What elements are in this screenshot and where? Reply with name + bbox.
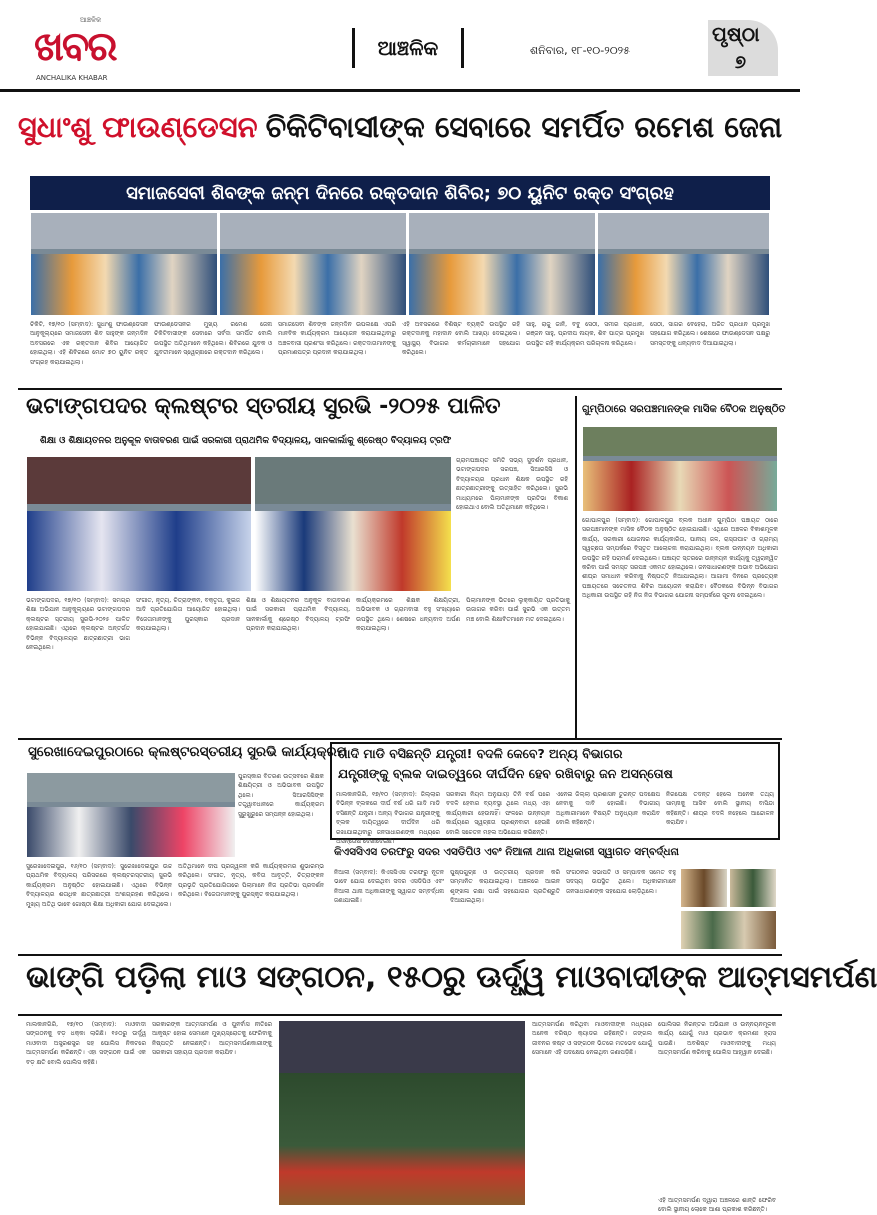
lead-photo-1 <box>30 212 218 316</box>
engineer-col-3: ଏନେଇ ଜିଲ୍ଲା ପ୍ରଶାସନ ତୁରନ୍ତ ପଦକ୍ଷେପ ନେବାକୁ ଦାବି ହୋଇଛି। ବିଭାଗୀୟ ଅଧିକାରୀମାନେ ବିଷୟଟି ଅନୁଧ୍ୟାନ କରାଯିବ ବୋଲି କହିଛନ୍ତି। <box>556 791 660 827</box>
kscs-photo-1 <box>680 868 728 908</box>
sidebar-photo <box>582 426 778 512</box>
maoist-col-1: ମାଲକାନଗିରି, ୧୭/୧୦ (ସମ୍ବାଦ): ମାଓବାଦୀ ସଙ୍ଗଠନକୁ ବଡ଼ ଧକ୍କା ଲାଗିଛି। ୧୫୦ରୁ ଊର୍ଦ୍ଧ୍ୱ ମାଓବାଦୀ ଅସ୍ତ୍ରଶସ୍ତ୍ର ସହ ପୋଲିସ ନିକଟରେ ଆତ୍ମସମର୍ପଣ କରିଛନ୍ତି। ଏହା ସଙ୍ଗଠନ ପାଇଁ ଏକ ବଡ଼ କ୍ଷତି ବୋଲି ପୋଲିସ କହିଛି। <box>26 1021 146 1066</box>
surabhi-col-4: କାର୍ଯ୍ୟକ୍ରମରେ ଶିକ୍ଷକ ଶିକ୍ଷୟିତ୍ରୀ, ଅଭିଭାବକ ଓ ଗ୍ରାମବାସୀ ବହୁ ସଂଖ୍ୟାରେ ଉପସ୍ଥିତ ଥିଲେ। ଶେଷରେ ଧନ୍ୟବାଦ ଅର୍ପଣ କରାଯାଇଥିଲା। <box>356 597 460 633</box>
page-label: ପୃଷ୍ଠା <box>712 22 760 46</box>
kscs-headline: କିଏସସିଏସ ତରଫରୁ ସଦର ଏସଡିପିଓ ଏବଂ ନିଆଳୀ ଥାନା ଅଧିକାରୀ ସ୍ୱାଗତ ସମ୍ବର୍ଦ୍ଧନା <box>334 846 679 858</box>
lead-photo-2 <box>219 212 407 316</box>
lead-col-1: ଚିକିଟି, ୧୭/୧୦ (ସମ୍ବାଦ): ସୁଧାଂଶୁ ଫାଉଣ୍ଡେସନ ଆନୁକୂଲ୍ୟରେ ସମାଜସେବୀ ଶିବ ସାହୁଙ୍କ ଜନ୍ମଦିନ ଅବସରରେ ଏକ ରକ୍ତଦାନ ଶିବିର ଆୟୋଜିତ ହୋଇଥିଲା। ଏହି ଶିବିରରେ ମୋଟ ୭୦ ୟୁନିଟ ରକ୍ତ ସଂଗ୍ରହ କରାଯାଇଥିଲା। <box>30 321 148 366</box>
maoist-headline: ଭାଙ୍ଗି ପଡ଼ିଲା ମାଓ ସଙ୍ଗଠନ, ୧୫୦ରୁ ଊର୍ଦ୍ଧ୍ୱ ମାଓବାଦୀଙ୍କ ଆତ୍ମସମର୍ପଣ <box>26 960 877 995</box>
page-number: ୭ <box>735 52 747 73</box>
lead-col-4: ଏହି ଅବସରରେ ବିଶିଷ୍ଟ ବ୍ୟକ୍ତି ଉପସ୍ଥିତ ରହି ରକ୍ତଦାନକୁ ମହାଦାନ ବୋଲି ଆଖ୍ୟା ଦେଇଥିଲେ। ସ୍ୱାସ୍ଥ୍ୟ ବିଭାଗର କର୍ମଚାରୀମାନେ ସହଯୋଗ କରିଥିଲେ। <box>402 321 520 357</box>
surabhi-right-text: ଗ୍ରାମପଞ୍ଚାୟତ ସମିତି ସଭ୍ୟ ସୁଦର୍ଶନ ପ୍ରଧାନ, ଭଟାଙ୍ଗପଦର ସରପଞ୍ଚ, ସିଆରସିସି ଓ ବିଦ୍ୟାଳୟର ପ୍ରଧାନ ଶିକ୍ଷକ ଉପସ୍ଥିତ ରହି ଛାତ୍ରଛାତ୍ରୀଙ୍କୁ ଉତ୍ସାହିତ କରିଥିଲେ। ସୁରଭି ମାଧ୍ୟମରେ ପିଲାମାନଙ୍କ ପ୍ରତିଭା ବିକାଶ ହୋଇଥାଏ ବୋଲି ଅତିଥିମାନେ କହିଥିଲେ। <box>456 457 568 512</box>
surabhi-headline: ଭଟାଙ୍ଗପଦର କ୍ଲଷ୍ଟର ସ୍ତରୀୟ ସୁରଭି -୨୦୨୫ ପାଳିତ <box>26 394 501 419</box>
surekha-photo <box>26 772 236 858</box>
lead-headline-rest: ଚିକିଟିବାସୀଙ୍କ ସେବାରେ ସମର୍ପିତ ରମେଶ ଜେନା <box>265 109 783 144</box>
maoist-col-4: ପୋଲିସର ନିରନ୍ତର ଅଭିଯାନ ଓ ଉନ୍ନୟନମୂଳକ କାର୍ଯ୍ୟ ଯୋଗୁଁ ମାଓ ପ୍ରଭାବ କ୍ରମଶଃ ହ୍ରାସ ପାଉଛି। ଅବଶିଷ୍ଟ ମାଓବାଦୀଙ୍କୁ ମଧ୍ୟ ଆତ୍ମସମର୍ପଣ କରିବାକୁ ପୋଲିସ ଆହ୍ୱାନ ଦେଇଛି। <box>658 1021 776 1057</box>
surekha-col-1: ସୁରେଖାଦେଇପୁର, ୧୬/୧୦ (ସମ୍ବାଦ): ସୁରେଖାଦେଇପୁର ଉଚ୍ଚ ପ୍ରାଥମିକ ବିଦ୍ୟାଳୟ ପରିସରରେ କ୍ଲଷ୍ଟରସ୍ତରୀୟ ସୁରଭି କାର୍ଯ୍ୟକ୍ରମ ଅନୁଷ୍ଠିତ ହୋଇଯାଇଛି। ଏଥିରେ ବିଭିନ୍ନ ବିଦ୍ୟାଳୟର ଶତାଧିକ ଛାତ୍ରଛାତ୍ରୀ ଅଂଶଗ୍ରହଣ କରିଥିଲେ। ମୁଖ୍ୟ ଅତିଥି ଭାବେ ଗୋଷ୍ଠୀ ଶିକ୍ଷା ଅଧିକାରୀ ଯୋଗ ଦେଇଥିଲେ। <box>26 863 172 908</box>
engineer-headline-1: ଗାଦି ମାଡି ବସିଛନ୍ତି ଯନ୍ତ୍ରୀ! ବଦଳି କେବେ? ଅନ୍ୟ ବିଭାଗର <box>338 746 623 761</box>
maoist-col-3: ଆତ୍ମସମର୍ପଣ କରିଥିବା ମାଓବାଦୀଙ୍କ ମଧ୍ୟରେ ଅନେକ ବରିଷ୍ଠ କ୍ୟାଡର ରହିଛନ୍ତି। ଜଙ୍ଗଲ ଜୀବନର କଷ୍ଟ ଓ ସଙ୍ଗଠନ ଭିତରେ ମତଭେଦ ଯୋଗୁଁ ସେମାନେ ଏହି ପଦକ୍ଷେପ ନେଇଥିବା ଜଣାପଡ଼ିଛି। <box>532 1021 652 1057</box>
sidebar-body: ଗୋପାଳପୁର (ସମ୍ବାଦ): ଗୋପାଳପୁର ବ୍ଲକ ଅଧୀନ ଗୁମ୍ପିଠା ପଞ୍ଚାୟତ ଠାରେ ସରପଞ୍ଚମାନଙ୍କ ମାସିକ ବୈଠକ ଅନୁଷ୍ଠିତ ହୋଇଯାଇଛି। ଏଥିରେ ଅଞ୍ଚଳର ବିକାଶମୂଳକ କାର୍ଯ୍ୟ, ସରକାରୀ ଯୋଜନାର କାର୍ଯ୍ୟକାରିତା, ପାନୀୟ ଜଳ, ରାସ୍ତାଘାଟ ଓ ଗ୍ରାମ୍ୟ ସ୍ୱଚ୍ଛତା ସମ୍ପର୍କରେ ବିସ୍ତୃତ ଆଲୋଚନା କରାଯାଇଥିଲା। ବ୍ଲକ ଉନ୍ନୟନ ଅଧିକାରୀ ଉପସ୍ଥିତ ରହି ପରାମର୍ଶ ଦେଇଥିଲେ। ପଞ୍ଚାୟତ ସ୍ତରରେ ଉନ୍ନୟନ କାର୍ଯ୍ୟକୁ ତ୍ୱରାନ୍ୱିତ କରିବା ପାଇଁ ସମସ୍ତ ସରପଞ୍ଚ ଏକମତ ହୋଇଥିଲେ। ଜନସାଧାରଣଙ୍କ ଅଭାବ ଅଭିଯୋଗ ଶୀଘ୍ର ସମାଧାନ କରିବାକୁ ନିଷ୍ପତ୍ତି ନିଆଯାଇଥିଲା। ଆଗାମୀ ଦିନରେ ପ୍ରତ୍ୟେକ ପଞ୍ଚାୟତରେ ସଚେତନତା ଶିବିର ଆୟୋଜନ କରାଯିବ। ବୈଠକରେ ବିଭିନ୍ନ ବିଭାଗର ଅଧିକାରୀ ଉପସ୍ଥିତ ରହି ନିଜ ନିଜ ବିଭାଗର ଯୋଜନା ସମ୍ପର୍କରେ ସୂଚନା ଦେଇଥିଲେ। <box>582 517 778 600</box>
sidebar-rule <box>575 396 577 738</box>
kscs-col-2: ପୁଷ୍ପଗୁଚ୍ଛ ଓ ଉତ୍ତରୀୟ ପ୍ରଦାନ କରି ସମ୍ମାନିତ କରାଯାଇଥିଲା। ଅଞ୍ଚଳରେ ଆଇନ ଶୃଙ୍ଖଳା ରକ୍ଷା ପାଇଁ ସହଯୋଗର ପ୍ରତିଶ୍ରୁତି ଦିଆଯାଇଥିଲା। <box>450 869 560 905</box>
lead-subheadline: ସମାଜସେବୀ ଶିବଙ୍କ ଜନ୍ମ ଦିନରେ ରକ୍ତଦାନ ଶିବିର; ୭୦ ୟୁନିଟ ରକ୍ତ ସଂଗ୍ରହ <box>30 176 770 210</box>
kscs-col-3: ସଂଗଠନର ସଭାପତି ଓ ସମ୍ପାଦକ ସମେତ ବହୁ ସଦସ୍ୟ ଉପସ୍ଥିତ ଥିଲେ। ଅଧିକାରୀମାନେ ଜନସାଧାରଣଙ୍କ ସହଯୋଗ ଲୋଡ଼ିଥିଲେ। <box>566 869 676 895</box>
kscs-photo-2 <box>729 868 777 908</box>
divider <box>18 1014 782 1016</box>
surekha-side-text: ପୁରସ୍କାର ବିତରଣ ଉତ୍ସବରେ ଶିକ୍ଷକ ଶିକ୍ଷୟିତ୍ରୀ ଓ ଅଭିଭାବକ ଉପସ୍ଥିତ ଥିଲେ। ସିଆରସିସିଙ୍କ ତତ୍ତ୍ୱାବଧାନରେ କାର୍ଯ୍ୟକ୍ରମ ସୁରୁଖୁରୁରେ ସମ୍ପନ୍ନ ହୋଇଥିଲା। <box>238 773 324 818</box>
lead-headline-red: ସୁଧାଂଶୁ ଫାଉଣ୍ଡେସନ <box>17 109 258 144</box>
kscs-col-1: ନିଆଳୀ (ସମ୍ବାଦ): କିଏସସିଏସ ତରଫରୁ ନୂତନ ଭାବେ ଯୋଗ ଦେଇଥିବା ସଦର ଏସଡିପିଓ ଏବଂ ନିଆଳୀ ଥାନା ଅଧିକାରୀଙ୍କୁ ସ୍ୱାଗତ ସମ୍ବର୍ଦ୍ଧନା ଜଣାଯାଇଛି। <box>334 869 444 905</box>
maoist-photo <box>278 1020 526 1206</box>
lead-col-6: ସେଠୀ, ସାଗର ବେହେରା, ଅଜିତ ପ୍ରଧାନ ପ୍ରମୁଖ ସହଯୋଗ କରିଥିଲେ। ଶେଷରେ ଫାଉଣ୍ଡେସନ ପକ୍ଷରୁ ସମସ୍ତଙ୍କୁ ଧନ୍ୟବାଦ ଦିଆଯାଇଥିଲା। <box>650 321 770 347</box>
divider <box>18 388 782 390</box>
lead-photo-4 <box>597 212 770 316</box>
divider <box>18 954 782 956</box>
engineer-col-1: ମାଲକାନଗିରି, ୧୭/୧୦ (ସମ୍ବାଦ): ଜିଲ୍ଲାର ବିଭିନ୍ନ ବ୍ଲକରେ ଦୀର୍ଘ ବର୍ଷ ଧରି ଗାଦି ମାଡି ବସିଛନ୍ତି ଯନ୍ତ୍ରୀ। ଅନ୍ୟ ବିଭାଗର ଯନ୍ତ୍ରୀଙ୍କୁ ବ୍ଲକ ଦାୟିତ୍ୱରେ ଦୀର୍ଘଦିନ ଧରି ରଖାଯାଇଥିବାରୁ ଜନସାଧାରଣଙ୍କ ମଧ୍ୟରେ ଅସନ୍ତୋଷ ଦେଖାଦେଇଛି। <box>336 791 440 846</box>
lead-col-3: ସମାଜସେବୀ ଶିବଙ୍କ ଜନ୍ମଦିନ ଉପଲକ୍ଷେ ଏପରି ମାନବିକ କାର୍ଯ୍ୟକ୍ରମ ଆୟୋଜନ କରାଯାଇଥିବାରୁ ଅଞ୍ଚଳବାସୀ ପ୍ରଶଂସା କରିଥିଲେ। ରକ୍ତଦାତାମାନଙ୍କୁ ପ୍ରମାଣପତ୍ର ପ୍ରଦାନ କରାଯାଇଥିଲା। <box>278 321 396 357</box>
issue-date: ଶନିବାର, ୧୮-୧୦-୨୦୨୫ <box>530 44 630 57</box>
lead-col-5: ସାହୁ, ରାଜୁ ଜାନି, ବବୁ ସେଠୀ, ସମୀର ପ୍ରଧାନ, ରଞ୍ଜନ ସାହୁ, ପ୍ରଦୀପ ନାୟକ, ଶିବ ପାତ୍ର ପ୍ରମୁଖ ଉପସ୍ଥିତ ରହି କାର୍ଯ୍ୟକ୍ରମ ପରିଚାଳନା କରିଥିଲେ। <box>526 321 644 347</box>
lead-col-2: ଫାଉଣ୍ଡେସନର ମୁଖ୍ୟ ରମେଶ ଜେନା ଚିକିଟିବାସୀଙ୍କ ସେବାରେ ସର୍ବଦା ସମର୍ପିତ ବୋଲି ଉପସ୍ଥିତ ଅତିଥିମାନେ କହିଥିଲେ। ଶିବିରରେ ଯୁବକ ଓ ଯୁବତୀମାନେ ସ୍ୱେଚ୍ଛାରେ ରକ୍ତଦାନ କରିଥିଲେ। <box>154 321 272 357</box>
lead-headline <box>17 100 783 154</box>
sidebar-headline: ଗୁମ୍ପିଠାରେ ସରପଞ୍ଚମାନଙ୍କ ମାସିକ ବୈଠକ ଅନୁଷ୍ଠିତ <box>582 404 786 415</box>
surekha-headline: ସୁରେଖାଦେଇପୁରଠାରେ କ୍ଲଷ୍ଟରସ୍ତରୀୟ ସୁରଭି କାର୍ଯ୍ୟକ୍ରମ <box>28 744 347 760</box>
maoist-col-5: ଏହି ଆତ୍ମସମର୍ପଣ ଦ୍ୱାରା ଅଞ୍ଚଳରେ ଶାନ୍ତି ଫେରିବ ବୋଲି ସ୍ଥାନୀୟ ଲୋକେ ଆଶା ପ୍ରକାଶ କରିଛନ୍ତି। <box>658 1197 776 1214</box>
divider <box>18 738 782 740</box>
surabhi-col-5: ପିଲାମାନଙ୍କ ଭିତରେ ଲୁକ୍କାୟିତ ପ୍ରତିଭାକୁ ଉଜାଗର କରିବା ପାଇଁ ସୁରଭି ଏକ ଉତ୍ତମ ମଞ୍ଚ ବୋଲି ଶିକ୍ଷାବିତମାନେ ମତ ଦେଇଥିଲେ। <box>466 597 570 623</box>
engineer-col-2: ସରକାରୀ ନିୟମ ଅନୁଯାୟୀ ତିନି ବର୍ଷ ପରେ ବଦଳି ହେବାର ବ୍ୟବସ୍ଥା ଥିଲେ ମଧ୍ୟ ଏହା କାର୍ଯ୍ୟକାରୀ ହେଉନାହିଁ। ଫଳରେ ଉନ୍ନୟନ କାର୍ଯ୍ୟରେ ସ୍ୱଚ୍ଛତା ପ୍ରଶ୍ନବାଚୀ ହେଉଛି ବୋଲି ସଚେତନ ମହଲ ଅଭିଯୋଗ କରିଛନ୍ତି। <box>446 791 550 836</box>
engineer-headline-2: ଯନ୍ତ୍ରୀଙ୍କୁ ବ୍ଲକ ଦାଇତ୍ୱରେ ଦୀର୍ଘଦିନ ହେବ ରଖିବାରୁ ଜନ ଅସନ୍ତୋଷ <box>338 766 673 781</box>
surabhi-photo-2 <box>254 456 452 592</box>
logo-text: ଖବର <box>34 24 116 70</box>
section-label: ଆଞ୍ଚଳିକ <box>352 28 464 68</box>
logo-tagline: ଆଞ୍ଚଳିକ <box>80 16 102 24</box>
engineer-col-4: ନିରପେକ୍ଷ ତଦନ୍ତ ହେଲେ ଅନେକ ତଥ୍ୟ ସାମ୍ନାକୁ ଆସିବ ବୋଲି ସ୍ଥାନୀୟ ବାସିନ୍ଦା କହିଛନ୍ତି। ଶୀଘ୍ର ବଦଳି ନହେଲେ ଆନ୍ଦୋଳନ କରାଯିବ। <box>666 791 774 827</box>
lead-photo-3 <box>408 212 596 316</box>
kscs-photo-3 <box>680 910 777 950</box>
surekha-col-2: ଅତିଥିମାନେ ଦୀପ ପ୍ରଜ୍ୱଳନ କରି କାର୍ଯ୍ୟକ୍ରମର ଶୁଭାରମ୍ଭ କରିଥିଲେ। ସଂଗୀତ, ନୃତ୍ୟ, କବିତା ଆବୃତ୍ତି, ଚିତ୍ରାଙ୍କନ ପ୍ରଭୃତି ପ୍ରତିଯୋଗିତାରେ ପିଲାମାନେ ନିଜ ପ୍ରତିଭା ପ୍ରଦର୍ଶନ କରିଥିଲେ। ବିଜେତାମାନଙ୍କୁ ପୁରସ୍କୃତ କରାଯାଇଥିଲା। <box>178 863 324 899</box>
maoist-col-2: ସରକାରଙ୍କ ଆତ୍ମସମର୍ପଣ ଓ ପୁନର୍ବାସ ନୀତିରେ ଆକୃଷ୍ଟ ହୋଇ ସେମାନେ ମୁଖ୍ୟସ୍ରୋତକୁ ଫେରିବାକୁ ନିଷ୍ପତ୍ତି ନେଇଛନ୍ତି। ଆତ୍ମସମର୍ପଣକାରୀଙ୍କୁ ସରକାରୀ ସହାୟତା ପ୍ରଦାନ କରାଯିବ। <box>152 1021 272 1057</box>
surabhi-subheadline: ଶିକ୍ଷା ଓ ଶିକ୍ଷାୟତନର ଅନୁକୂଳ ବାତାବରଣ ପାଇଁ ସରକାରୀ ପ୍ରାଥମିକ ବିଦ୍ୟାଳୟ, ସାନକାର୍ଲାକୁ ଶ୍ରେଷ୍ଠ ବିଦ୍ୟାଳୟ ଟ୍ରଫି <box>40 436 452 446</box>
surabhi-photo-1 <box>26 456 252 592</box>
surabhi-col-1: ଭଟାଙ୍ଗପଦର, ୧୭/୧୦ (ସମ୍ବାଦ): ସମଗ୍ର ଶିକ୍ଷା ଅଭିଯାନ ଆନୁକୂଲ୍ୟରେ ଭଟାଙ୍ଗପଦର କ୍ଲଷ୍ଟର ସ୍ତରୀୟ ସୁରଭି-୨୦୨୫ ପାଳିତ ହୋଇଯାଇଛି। ଏଥିରେ କ୍ଲଷ୍ଟର ଅନ୍ତର୍ଗତ ବିଭିନ୍ନ ବିଦ୍ୟାଳୟର ଛାତ୍ରଛାତ୍ରୀ ଭାଗ ନେଇଥିଲେ। <box>26 597 130 652</box>
logo-subtitle: ANCHALIKA KHABAR <box>36 74 108 82</box>
surabhi-col-2: ସଂଗୀତ, ନୃତ୍ୟ, ଚିତ୍ରାଙ୍କନ, ବକ୍ତୃତା, କୁଇଜ ଆଦି ପ୍ରତିଯୋଗିତା ଆୟୋଜିତ ହୋଇଥିଲା। ବିଜେତାମାନଙ୍କୁ ପୁରସ୍କାର ପ୍ରଦାନ କରାଯାଇଥିଲା। <box>136 597 240 633</box>
surabhi-col-3: ଶିକ୍ଷା ଓ ଶିକ୍ଷାୟତନର ଅନୁକୂଳ ବାତାବରଣ ପାଇଁ ସରକାରୀ ପ୍ରାଥମିକ ବିଦ୍ୟାଳୟ, ସାନକାର୍ଲାକୁ ଶ୍ରେଷ୍ଠ ବିଦ୍ୟାଳୟ ଟ୍ରଫି ପ୍ରଦାନ କରାଯାଇଥିଲା। <box>246 597 350 633</box>
